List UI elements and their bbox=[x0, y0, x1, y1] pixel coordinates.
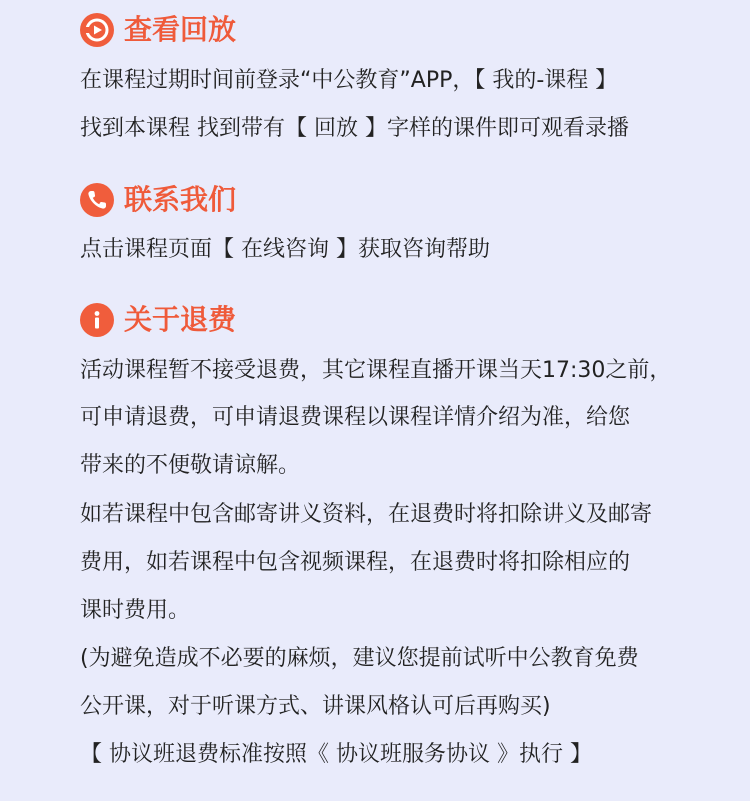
replay-icon bbox=[80, 13, 114, 47]
phone-icon bbox=[80, 183, 114, 217]
refund-heading bbox=[80, 300, 236, 340]
info-icon bbox=[80, 303, 114, 337]
replay-heading bbox=[80, 10, 236, 50]
refund-line-6: 课时费用。 bbox=[80, 598, 191, 623]
replay-line-2: 找到本课程 找到带有【 回放 】字样的课件即可观看录播 bbox=[80, 116, 629, 141]
refund-line-8: 公开课，对于听课方式、讲课风格认可后再购买) bbox=[80, 694, 551, 719]
refund-line-1: 活动课程暂不接受退费，其它课程直播开课当天17:30之前， bbox=[80, 358, 672, 383]
replay-title: 查看回放 bbox=[124, 13, 237, 46]
refund-line-5: 费用，如若课程中包含视频课程，在退费时将扣除相应的 bbox=[80, 550, 631, 575]
refund-line-7: (为避免造成不必要的麻烦，建议您提前试听中公教育免费 bbox=[80, 646, 639, 671]
replay-line-1: 在课程过期时间前登录“中公教育”APP，【 我的-课程 】 bbox=[80, 68, 618, 93]
refund-title: 关于退费 bbox=[124, 303, 237, 336]
contact-heading bbox=[80, 180, 236, 220]
refund-line-4: 如若课程中包含邮寄讲义资料，在退费时将扣除讲义及邮寄 bbox=[80, 502, 653, 527]
refund-line-3: 带来的不便敬请谅解。 bbox=[80, 453, 301, 478]
refund-line-2: 可申请退费，可申请退费课程以课程详情介绍为准，给您 bbox=[80, 405, 631, 430]
refund-line-9: 【 协议班退费标准按照《 协议班服务协议 》执行 】 bbox=[80, 742, 592, 767]
contact-line-1: 点击课程页面【 在线咨询 】获取咨询帮助 bbox=[80, 237, 490, 262]
contact-title: 联系我们 bbox=[124, 183, 237, 216]
